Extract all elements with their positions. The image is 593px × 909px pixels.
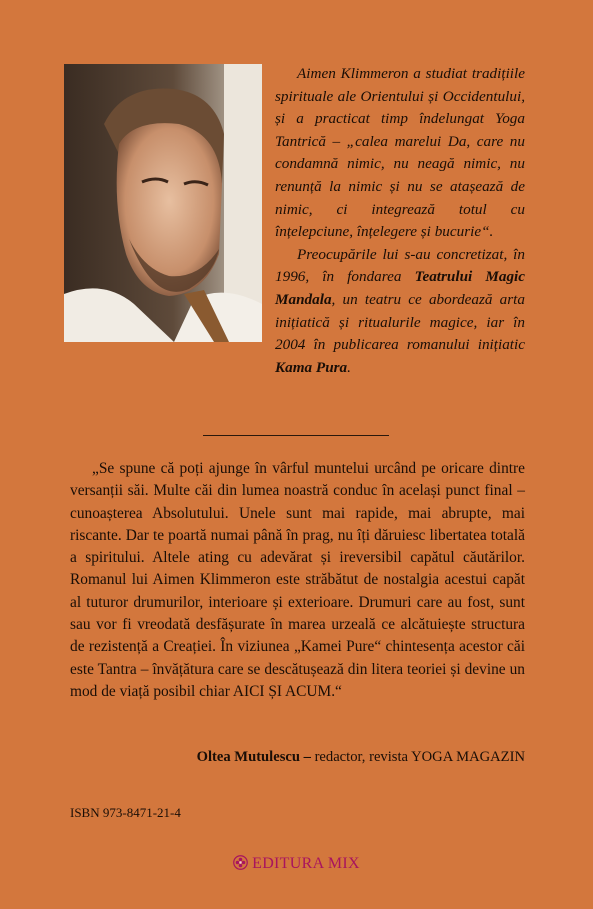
bio-continuation-start: , un teatru ce abordează arta inițiatică și ritualurile magice, iar în 2004 în publicarea romanului inițiatic [275, 290, 525, 354]
bio-continuation-end: . [347, 358, 351, 376]
reviewer-role: redactor, revista YOGA MAGAZIN [310, 749, 525, 765]
bio-paragraph-1: Aimen Klimmeron a studiat tradițiile spirituale ale Orientului și Occidentului, și a practicat timp îndelungat Yoga Tantrică – „calea marelui Da, care nu condamnă nimic, nu neagă nimic, nu renunță la nimic și nu se atașează de nimic, ci integrează totul cu înțelepciune, înțelegere și bucurie“. [275, 65, 525, 241]
review-quote [70, 458, 525, 703]
theatre-name: Teatrului Magic Mandala [275, 268, 526, 308]
publisher-name: EDITURA MIX [252, 855, 360, 872]
author-bio-top [275, 63, 525, 379]
isbn-label: ISBN 973-8471-21-4 [70, 805, 181, 820]
section-divider [203, 435, 389, 436]
author-photo [64, 64, 262, 342]
quote-text: „Se spune că poți ajunge în vârful muntelui urcând pe oricare dintre versanții săi. Multe căi din lumea noastră conduc în același punct final – cunoașterea Absolutului. Unele sunt mai rapide, mai abrupte, mai riscante. Dar te poartă numai până în prag, nu îți dăruiesc libertatea totală a spiritului. Altele ating cu adevărat și ireversibil capătul căutărilor. Romanul lui Aimen Klimmeron este străbătut de nostalgia acestui capăt al tuturor drumurilor, interioare și exterioare. Drumuri care au fost, sunt sau vor fi vreodată desfășurate în marea urzeală ce alcătuiește structura de rezistență a Creației. În viziunea „Kamei Pure“ chintesența acestor căi este Tantra – învățătura care se descătușează din litera teoriei și devine un mod de viață posibil chiar AICI ȘI ACUM.“ [70, 460, 525, 700]
novel-name: Kama Pura [275, 358, 348, 376]
bio-paragraph-2 [275, 244, 525, 380]
flower-logo-icon [233, 855, 248, 870]
quote-attribution [197, 749, 525, 766]
publisher-logo [0, 855, 593, 873]
bio-paragraph-2-text: Preocupările lui s-au concretizat, în 1996, în fondarea [275, 245, 525, 286]
reviewer-name: Oltea Mutulescu – [196, 749, 311, 765]
